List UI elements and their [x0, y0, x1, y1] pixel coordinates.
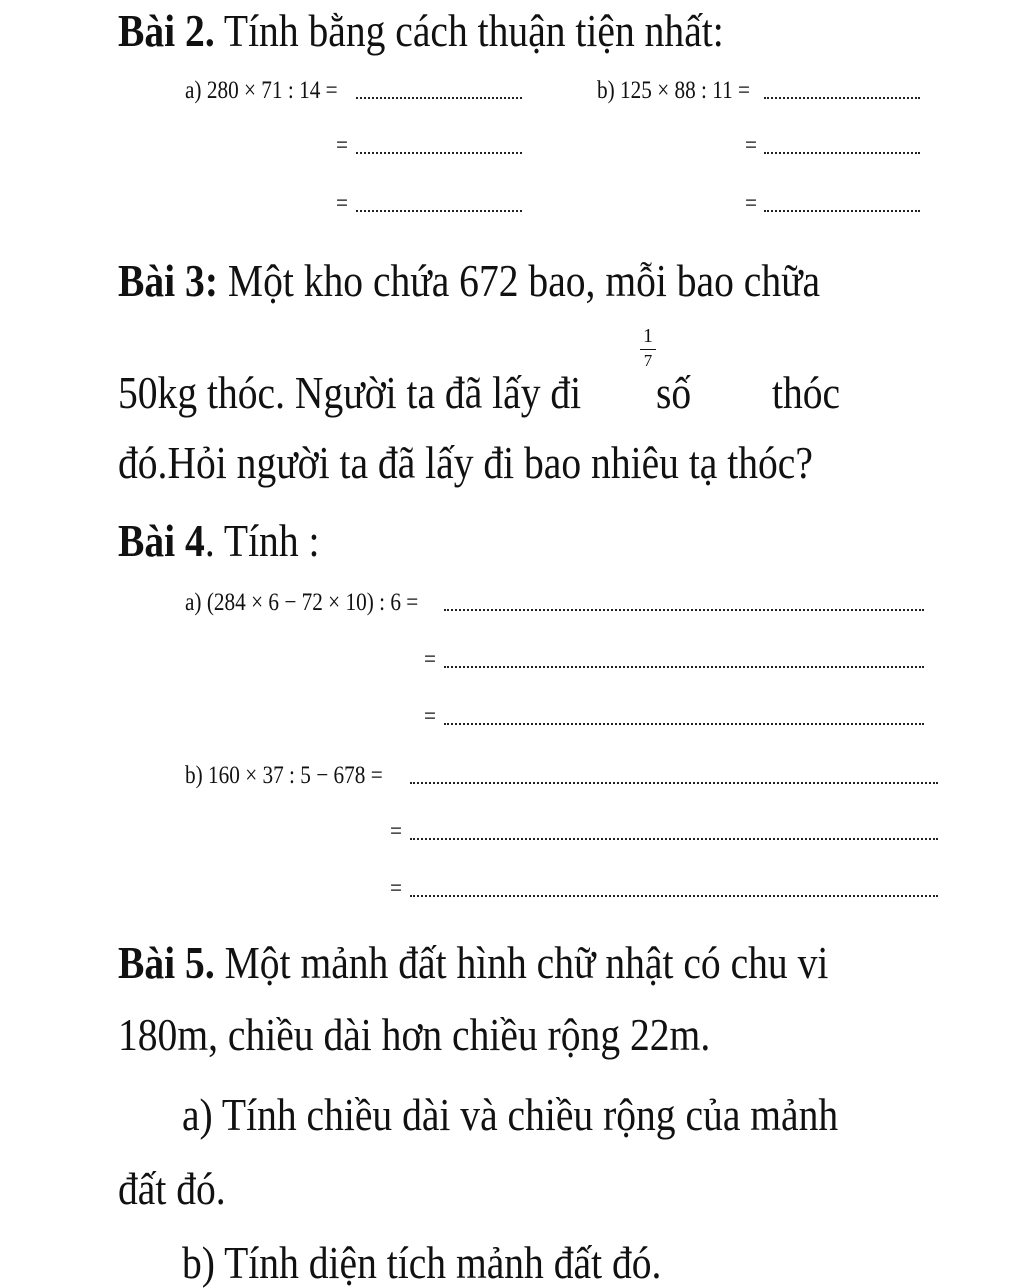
bai3-fraction-numerator: 1 [643, 325, 653, 347]
bai4-heading [118, 515, 320, 566]
bai4-a-equals-2: = [424, 646, 436, 673]
bai4-b-answer-line-2 [410, 838, 938, 840]
bai2-a-equals-2: = [336, 132, 348, 159]
bai2-a-equals-3: = [336, 190, 348, 217]
bai5-part-a-line-1: a) Tính chiều dài và chiều rộng của mảnh [182, 1089, 839, 1140]
bai4-label: Bài 4 [118, 515, 205, 566]
bai5-line-2: 180m, chiều dài hơn chiều rộng 22m. [118, 1009, 711, 1060]
bai4-a-expression: a) (284 × 6 − 72 × 10) : 6 = [185, 589, 419, 616]
bai4-a-answer-line-2 [444, 666, 924, 668]
bai4-b-equals-2: = [390, 818, 402, 845]
bai5-part-b: b) Tính diện tích mảnh đất đó. [182, 1237, 662, 1288]
bai4-a-answer-line-1 [444, 609, 924, 611]
bai2-title: Tính bằng cách thuận tiện nhất: [214, 5, 724, 56]
bai3-line-1 [118, 255, 821, 306]
bai4-title: . Tính : [204, 515, 320, 566]
bai2-heading [118, 5, 724, 56]
bai3-fraction [640, 326, 656, 369]
bai5-part-a-line-2: đất đó. [118, 1163, 226, 1214]
bai2-a-answer-line-1 [356, 97, 522, 99]
bai2-b-equals-2: = [745, 132, 757, 159]
bai4-b-answer-line-3 [410, 895, 938, 897]
bai4-a-equals-3: = [424, 703, 436, 730]
bai4-b-equals-3: = [390, 875, 402, 902]
bai2-b-answer-line-2 [764, 152, 920, 154]
bai2-a-answer-line-3 [356, 210, 522, 212]
bai2-b-answer-line-1 [764, 97, 920, 99]
bai4-a-answer-line-3 [444, 723, 924, 725]
bai2-a-answer-line-2 [356, 152, 522, 154]
bai4-b-answer-line-1 [410, 782, 938, 784]
bai5-line-1 [118, 937, 829, 988]
bai2-a-expression: a) 280 × 71 : 14 = [185, 77, 338, 104]
bai3-line-2-start: 50kg thóc. Người ta đã lấy đi [118, 367, 582, 418]
bai5-text-1: Một mảnh đất hình chữ nhật có chu vi [214, 937, 829, 988]
bai5-label: Bài 5. [118, 937, 215, 988]
bai3-line-2-so: số [656, 367, 692, 418]
bai2-b-expression: b) 125 × 88 : 11 = [597, 77, 751, 104]
bai3-text-1: Một kho chứa 672 bao, mỗi bao chữa [218, 255, 821, 306]
bai2-b-equals-3: = [745, 190, 757, 217]
bai3-fraction-denominator: 7 [643, 351, 653, 370]
bai4-b-expression: b) 160 × 37 : 5 − 678 = [185, 762, 383, 789]
bai3-line-3: đó.Hỏi người ta đã lấy đi bao nhiêu tạ thóc? [118, 437, 813, 488]
bai2-b-answer-line-3 [764, 210, 920, 212]
bai3-label: Bài 3: [118, 255, 219, 306]
bai2-label: Bài 2. [118, 5, 215, 56]
bai3-fraction-bar [640, 349, 656, 350]
bai3-line-2-end: thóc [772, 367, 841, 418]
